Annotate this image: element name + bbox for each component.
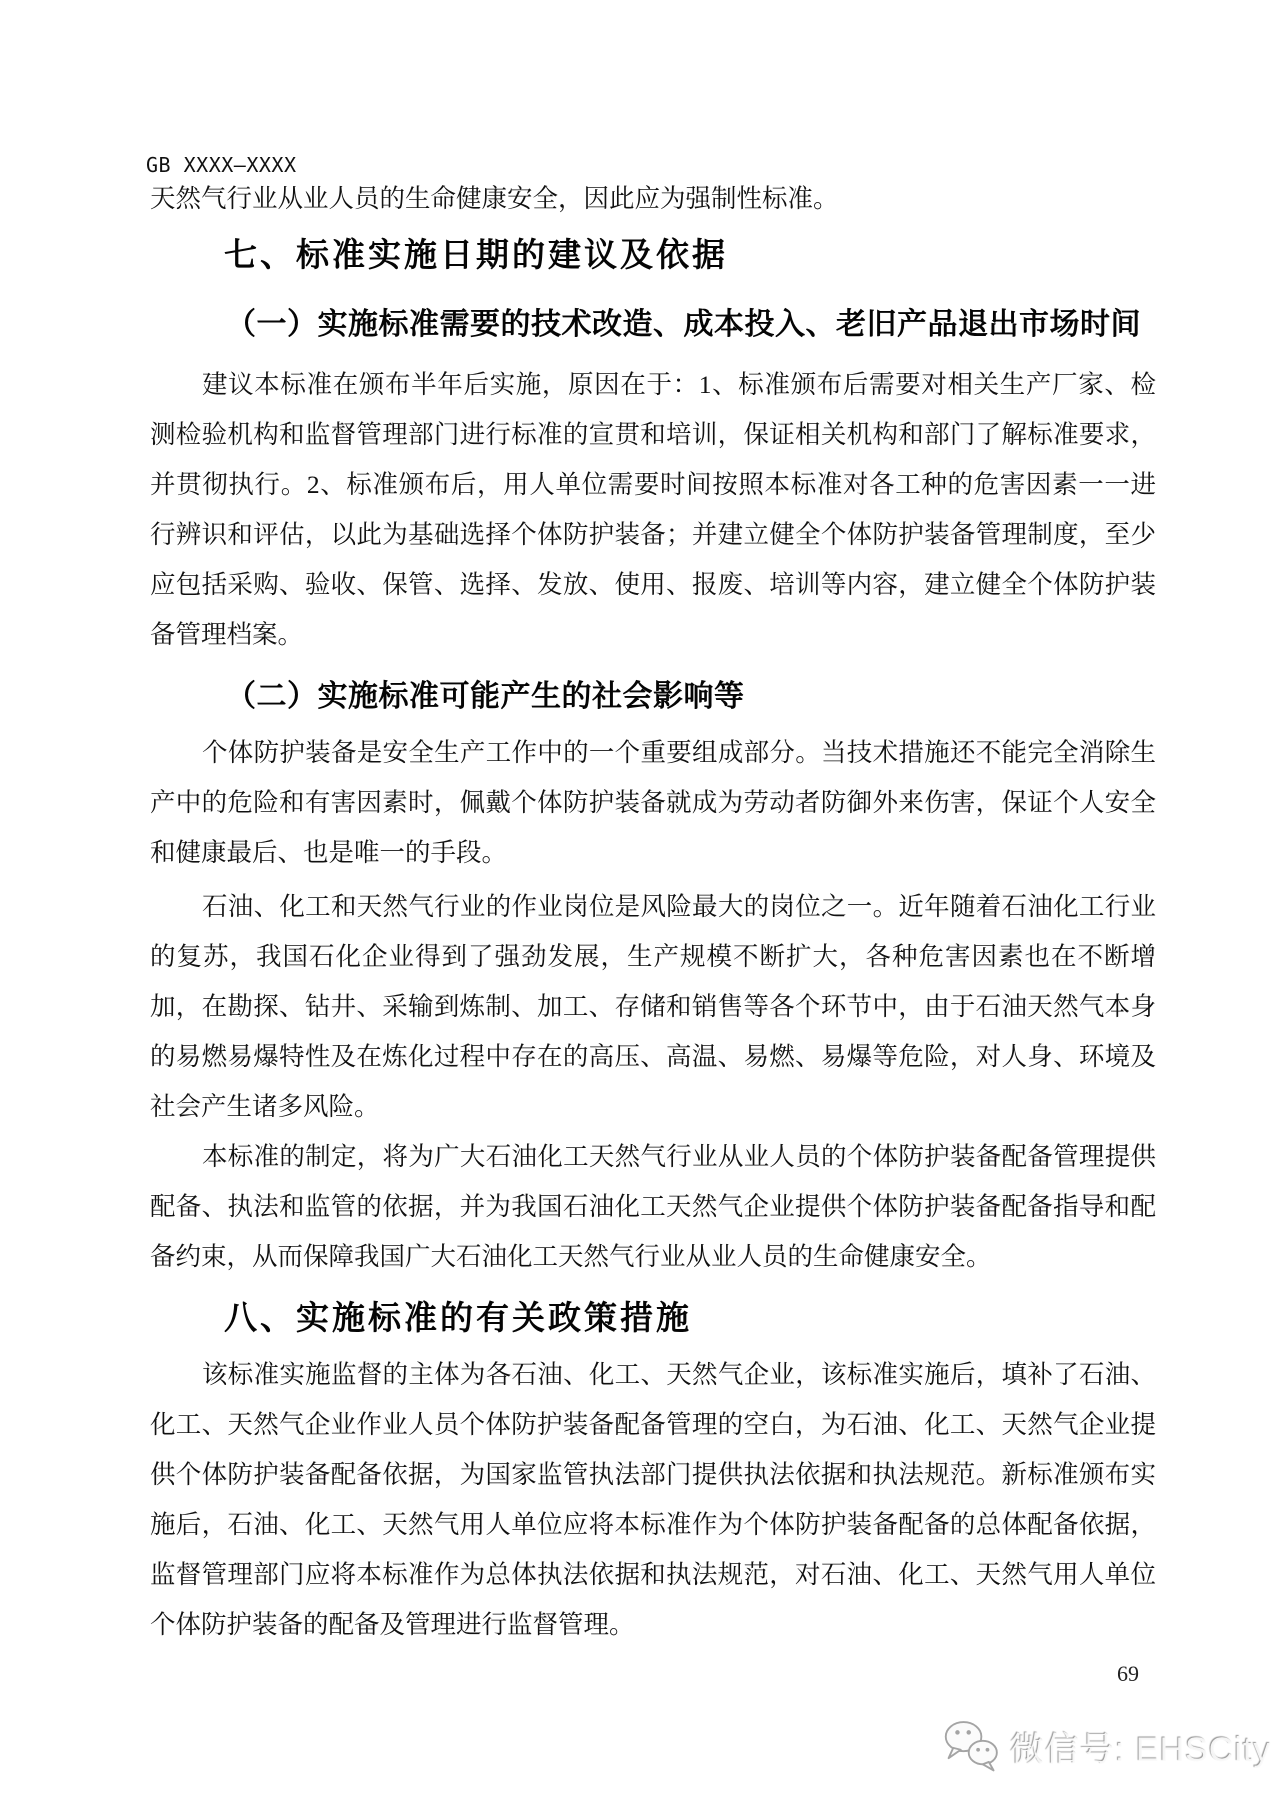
subsection-1-paragraph: 建议本标准在颁布半年后实施，原因在于：1、标准颁布后需要对相关生产厂家、检测检验机构和监督管理部门进行标准的宣贯和培训，保证相关机构和部门了解标准要求，并贯彻执行。2、标准颁布后，用人单位需要时间按照本标准对各工种的危害因素一一进行辨识和评估，以此为基础选择个体防护装备；并建立健全个体防护装备管理制度，至少应包括采购、验收、保管、选择、发放、使用、报废、培训等内容，建立健全个体防护装备管理档案。 xyxy=(150,370,1156,649)
subsection-2-paragraph-1: 个体防护装备是安全生产工作中的一个重要组成部分。当技术措施还不能完全消除生产中的危险和有害因素时，佩戴个体防护装备就成为劳动者防御外来伤害，保证个人安全和健康最后、也是唯一的手段。 xyxy=(150,738,1156,867)
subsection-2-paragraph-2: 石油、化工和天然气行业的作业岗位是风险最大的岗位之一。近年随着石油化工行业的复苏，我国石化企业得到了强劲发展，生产规模不断扩大，各种危害因素也在不断增加，在勘探、钻井、采输到炼制、加工、存储和销售等各个环节中，由于石油天然气本身的易燃易爆特性及在炼化过程中存在的高压、高温、易燃、易爆等危险，对人身、环境及社会产生诸多风险。 xyxy=(150,892,1156,1121)
body-continuation-line: 天然气行业从业人员的生命健康安全，因此应为强制性标准。 xyxy=(150,184,839,213)
standard-number: GB XXXX—XXXX xyxy=(146,153,297,177)
subsection-1-heading: （一）实施标准需要的技术改造、成本投入、老旧产品退出市场时间 xyxy=(226,308,1141,341)
watermark-label: 微信号: EHSCity xyxy=(1010,1730,1272,1769)
subsection-2-paragraph-3: 本标准的制定，将为广大石油化工天然气行业从业人员的个体防护装备配备管理提供配备、执法和监管的依据，并为我国石油化工天然气企业提供个体防护装备配备指导和配备约束，从而保障我国广大石油化工天然气行业从业人员的生命健康安全。 xyxy=(150,1142,1156,1271)
section-8-heading: 八、实施标准的有关政策措施 xyxy=(224,1299,692,1336)
page-number: 69 xyxy=(1117,1661,1139,1686)
section-7-heading: 七、标准实施日期的建议及依据 xyxy=(224,236,728,273)
section-8-paragraph: 该标准实施监督的主体为各石油、化工、天然气企业，该标准实施后，填补了石油、化工、天然气企业作业人员个体防护装备配备管理的空白，为石油、化工、天然气企业提供个体防护装备配备依据，为国家监管执法部门提供执法依据和执法规范。新标准颁布实施后，石油、化工、天然气用人单位应将本标准作为个体防护装备配备的总体配备依据，监督管理部门应将本标准作为总体执法依据和执法规范，对石油、化工、天然气用人单位个体防护装备的配备及管理进行监督管理。 xyxy=(150,1360,1156,1639)
subsection-2-heading: （二）实施标准可能产生的社会影响等 xyxy=(226,680,745,713)
wechat-icon xyxy=(942,1718,1002,1774)
watermark xyxy=(942,1714,1271,1778)
